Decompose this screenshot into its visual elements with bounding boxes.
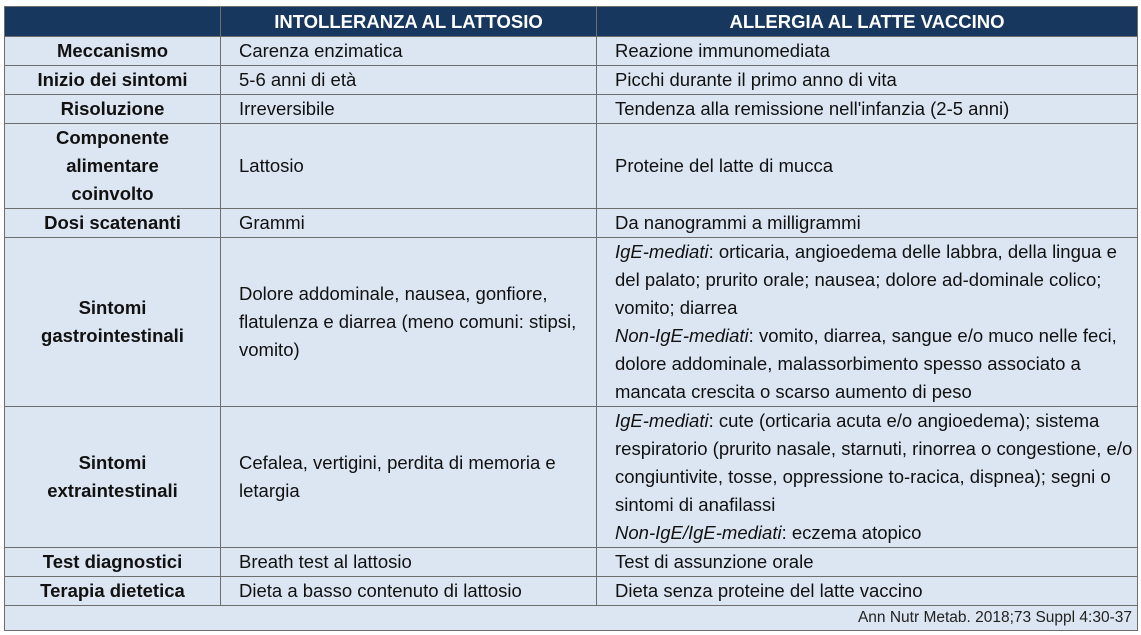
intolerance-cell: Dieta a basso contenuto di lattosio (221, 577, 597, 606)
header-allergy: ALLERGIA AL LATTE VACCINO (597, 7, 1138, 37)
ige-text: : cute (orticaria acuta e/o angioedema); sistema respiratorio (prurito nasale, starnuti, rinorrea o congestione, e/o congiuntivite, tosse, oppressione to-racica, dispnea); segni o sintomi di anafilassi (615, 410, 1133, 515)
non-ige-label: Non-IgE-mediati (615, 325, 749, 346)
non-ige-text: : vomito, diarrea, sangue e/o muco nelle feci, dolore addominale, malassorbimento spesso associato a mancata crescita o scarso aumento di peso (615, 325, 1117, 402)
header-intolerance: INTOLLERANZA AL LATTOSIO (221, 7, 597, 37)
table-row (5, 577, 1138, 606)
ige-mediated-paragraph (615, 238, 1133, 322)
intolerance-cell: Breath test al lattosio (221, 548, 597, 577)
mixed-text: : eczema atopico (781, 522, 922, 543)
ige-text: : orticaria, angioedema delle labbra, della lingua e del palato; prurito orale; nausea; dolore ad-dominale colico; vomito; diarrea (615, 241, 1117, 318)
row-label: Inizio dei sintomi (5, 66, 221, 95)
intolerance-cell: Carenza enzimatica (221, 37, 597, 66)
header-row (5, 7, 1138, 37)
intolerance-cell: Cefalea, vertigini, perdita di memoria e letargia (221, 407, 597, 548)
row-label: Test diagnostici (5, 548, 221, 577)
row-label: Sintomi extraintestinali (5, 407, 221, 548)
row-label: Sintomi gastrointestinali (5, 238, 221, 407)
allergy-cell: Picchi durante il primo anno di vita (597, 66, 1138, 95)
allergy-cell: Proteine del latte di mucca (597, 124, 1138, 209)
table-row (5, 95, 1138, 124)
table-row (5, 37, 1138, 66)
intolerance-cell: Grammi (221, 209, 597, 238)
table-row (5, 548, 1138, 577)
row-label: Meccanismo (5, 37, 221, 66)
allergy-cell: Da nanogrammi a milligrammi (597, 209, 1138, 238)
row-label: Risoluzione (5, 95, 221, 124)
non-ige-mediated-paragraph (615, 322, 1133, 406)
comparison-table (4, 6, 1138, 631)
allergy-cell: Tendenza alla remissione nell'infanzia (2-5 anni) (597, 95, 1138, 124)
table-row (5, 407, 1138, 548)
table-row (5, 209, 1138, 238)
allergy-cell (597, 407, 1138, 548)
table-row (5, 238, 1138, 407)
allergy-cell: Dieta senza proteine del latte vaccino (597, 577, 1138, 606)
ige-mediated-paragraph (615, 407, 1133, 519)
intolerance-cell: Lattosio (221, 124, 597, 209)
intolerance-cell: Dolore addominale, nausea, gonfiore, flatulenza e diarrea (meno comuni: stipsi, vomito) (221, 238, 597, 407)
ige-label: IgE-mediati (615, 410, 709, 431)
table-row (5, 124, 1138, 209)
source-row (5, 606, 1138, 631)
row-label: Dosi scatenanti (5, 209, 221, 238)
table-row (5, 66, 1138, 95)
mixed-label: Non-IgE/IgE-mediati (615, 522, 782, 543)
intolerance-cell: 5-6 anni di età (221, 66, 597, 95)
mixed-mediated-paragraph (615, 519, 1133, 547)
ige-label: IgE-mediati (615, 241, 709, 262)
allergy-cell (597, 238, 1138, 407)
allergy-cell: Reazione immunomediata (597, 37, 1138, 66)
row-label: Componente alimentare coinvolto (5, 124, 221, 209)
source-citation: Ann Nutr Metab. 2018;73 Suppl 4:30-37 (5, 606, 1138, 631)
intolerance-cell: Irreversibile (221, 95, 597, 124)
allergy-cell: Test di assunzione orale (597, 548, 1138, 577)
row-label: Terapia dietetica (5, 577, 221, 606)
header-empty-cell (5, 7, 221, 37)
